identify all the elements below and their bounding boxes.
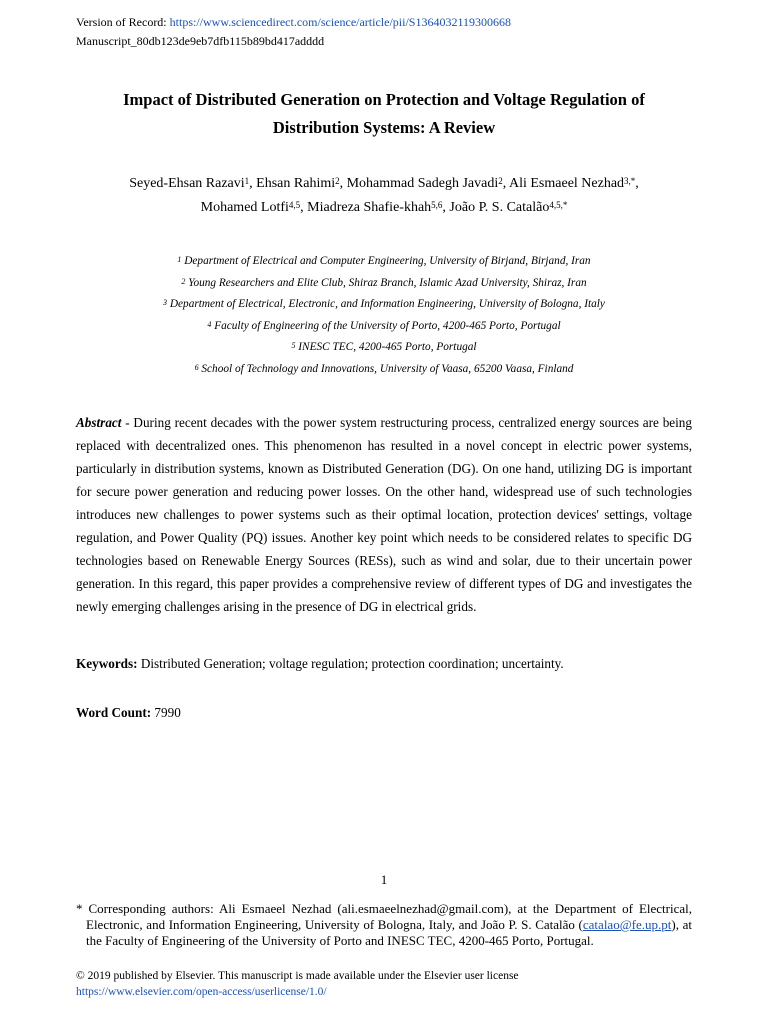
- affiliation-number: 1: [177, 255, 182, 264]
- version-of-record-line: [76, 15, 511, 29]
- affiliation: [60, 294, 708, 316]
- affiliation: [60, 337, 708, 359]
- keywords-line: [76, 652, 692, 675]
- author-affiliation-mark: 4,5,*: [549, 200, 568, 210]
- author-separator: ,: [442, 200, 450, 215]
- author-affiliation-mark: 5,6: [431, 200, 443, 210]
- author-list-line2: [60, 196, 708, 220]
- author-name: João P. S. Catalão: [449, 200, 550, 215]
- affiliation-number: 3: [163, 298, 168, 307]
- paper-title-line1: Impact of Distributed Generation on Protection and Voltage Regulation of: [123, 90, 645, 109]
- author-separator: ,: [249, 176, 257, 191]
- author-affiliation-mark: 2: [498, 176, 503, 186]
- affiliation-number: 5: [291, 341, 296, 350]
- author-affiliation-mark: 4,5: [288, 200, 301, 210]
- corresponding-author-footnote: [76, 901, 692, 949]
- word-count-value: 7990: [151, 705, 181, 720]
- abstract-label: Abstract: [76, 415, 122, 430]
- keywords-text: Distributed Generation; voltage regulation; protection coordination; uncertainty.: [137, 656, 564, 671]
- affiliation: [60, 251, 708, 273]
- author-separator: ,: [502, 176, 509, 191]
- license-link[interactable]: https://www.elsevier.com/open-access/userlicense/1.0/: [76, 986, 327, 998]
- author-separator: ,: [339, 176, 347, 191]
- author-affiliation-mark: 3,*: [624, 176, 636, 186]
- footnote-text: * Corresponding authors: Ali Esmaeel Nezhad (ali.esmaeelnezhad@gmail.com), at the Department of Electrical, Electronic, and Information Engineering, University of Bologna, Italy, and João P. S. Catalão (: [76, 901, 692, 932]
- affiliation: [60, 316, 708, 338]
- affiliation-text: Faculty of Engineering of the University of Porto, 4200-465 Porto, Portugal: [211, 319, 561, 332]
- author-affiliation-mark: 1: [244, 176, 250, 186]
- affiliation-text: Department of Electrical and Computer Engineering, University of Birjand, Birjand, Iran: [181, 255, 591, 267]
- author-list-line1: [60, 172, 708, 196]
- affiliation: [60, 273, 708, 295]
- word-count-line: [76, 701, 692, 724]
- author-name: Mohammad Sadegh Javadi: [346, 176, 499, 191]
- license-notice: [76, 968, 716, 1000]
- manuscript-id: Manuscript_80db123de9eb7dfb115b89bd417adddd: [76, 34, 325, 48]
- version-label: Version of Record:: [76, 15, 170, 29]
- abstract-text: - During recent decades with the power system restructuring process, centralized energy sources are being replaced with decentralized ones. This phenomenon has resulted in a novel concept in electric power systems, particularly in distribution systems, known as Distributed Generation (DG). On one hand, utilizing DG is important for secure power generation and reducing power losses. On the other hand, widespread use of such technologies introduces new challenges to power systems such as their optimal location, protection devices' settings, voltage regulation, and Power Quality (PQ) issues. Another key point which needs to be considered relates to specific DG technologies based on Renewable Energy Sources (RESs), such as wind and solar, due to their uncertain power generation. In this regard, this paper provides a comprehensive review of different types of DG and investigates the newly emerging challenges arising in the presence of DG in electrical grids.: [76, 415, 692, 614]
- license-text: © 2019 published by Elsevier. This manuscript is made available under the Elsevier user license: [76, 970, 519, 982]
- page-number: 1: [380, 872, 388, 887]
- affiliation-text: Young Researchers and Elite Club, Shiraz Branch, Islamic Azad University, Shiraz, Iran: [185, 276, 587, 289]
- author-separator: ,: [635, 176, 639, 191]
- version-link[interactable]: https://www.sciencedirect.com/science/article/pii/S1364032119300668: [169, 15, 512, 29]
- author-name: Mohamed Lotfi: [200, 200, 289, 215]
- author-affiliation-mark: 2: [335, 176, 340, 186]
- footnote-text: ), at the Faculty of Engineering of the University of Porto and INESC TEC, 4200-465 Porto, Portugal.: [86, 917, 692, 948]
- author-separator: ,: [300, 200, 308, 215]
- affiliation-number: 2: [181, 276, 186, 286]
- author-name: Ehsan Rahimi: [256, 176, 336, 191]
- author-name: Ali Esmaeel Nezhad: [508, 176, 625, 191]
- word-count-label: Word Count:: [76, 705, 152, 720]
- keywords-label: Keywords:: [76, 656, 138, 671]
- affiliation-text: Department of Electrical, Electronic, and Information Engineering, University of Bologna, Italy: [167, 298, 605, 310]
- affiliation: [60, 359, 708, 381]
- abstract-paragraph: [76, 411, 692, 618]
- email-link[interactable]: catalao@fe.up.pt: [582, 917, 672, 932]
- author-name: Miadreza Shafie-khah: [307, 200, 432, 215]
- affiliation-text: INESC TEC, 4200-465 Porto, Portugal: [295, 341, 477, 353]
- paper-title-line2: Distribution Systems: A Review: [272, 118, 496, 137]
- affiliation-number: 6: [194, 362, 199, 372]
- affiliation-number: 4: [207, 319, 212, 329]
- author-name: Seyed-Ehsan Razavi: [129, 176, 245, 191]
- affiliation-text: School of Technology and Innovations, University of Vaasa, 65200 Vaasa, Finland: [198, 362, 574, 375]
